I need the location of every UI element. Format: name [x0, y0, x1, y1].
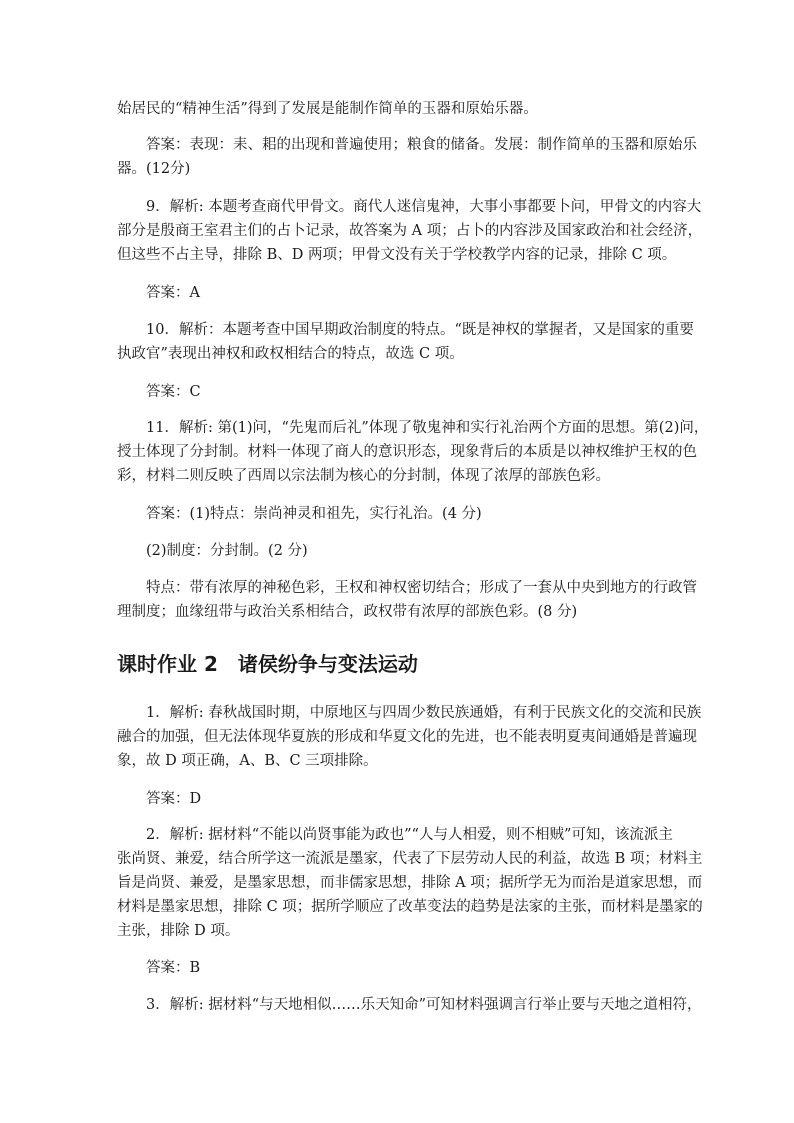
text-line: 授土体现了分封制。材料一体现了商人的意识形态，现象背后的本质是以神权维护王权的色	[117, 444, 697, 460]
explanation-line: 10．解析：本题考查中国早期政治制度的特点。“既是神权的掌握者，又是国家的重要	[146, 322, 694, 338]
answer-line: 答案：表现：耒、耜的出现和普遍使用；粮食的储备。发展：制作简单的玉器和原始乐	[146, 137, 697, 153]
text-line: 但这些不占主导，排除 B、D 两项；甲骨文没有关于学校教学内容的记录，排除 C 项。	[117, 247, 677, 263]
explanation-line: 11．解析: 第(1)问，“先鬼而后礼”体现了敬鬼神和实行礼治两个方面的思想。第(2)问，	[146, 420, 709, 436]
explanation-line: 1．解析: 春秋战国时期，中原地区与四周少数民族通婚，有利于民族文化的交流和民族	[146, 705, 702, 721]
text-line: 融合的加强，但无法体现华夏族的形成和华夏文化的先进，也不能表明夏夷间通婚是普遍现	[117, 729, 697, 745]
text-line: 部分是殷商王室君主们的占卜记录，故答案为 A 项；占卜的内容涉及国家政治和社会经济，	[117, 223, 703, 239]
answer-line: 答案：A	[146, 285, 200, 301]
answer-line: 答案：(1)特点：崇尚神灵和祖先，实行礼治。(4 分)	[146, 506, 482, 522]
text-line: 旨是尚贤、兼爱，是墨家思想，而非儒家思想，排除 A 项；据所学无为而治是道家思想，而	[117, 875, 703, 891]
section-heading: 课时作业 2 诸侯纷争与变法运动	[117, 652, 418, 676]
text-line: 主张，排除 D 项。	[117, 923, 240, 939]
text-line: 器。(12分)	[117, 161, 191, 177]
text-line: 张尚贤、兼爱，结合所学这一流派是墨家，代表了下层劳动人民的利益，故选 B 项；材料主	[117, 851, 703, 867]
text-line: 执政官”表现出神权和政权相结合的特点，故选 C 项。	[117, 346, 464, 362]
answer-line: 答案：D	[146, 791, 202, 807]
answer-line: 答案：C	[146, 384, 201, 400]
explanation-line: 2．解析: 据材料“不能以尚贤事能为政也”“人与人相爱，则不相贼”可知，该流派主	[146, 827, 673, 843]
answer-line: (2)制度：分封制。(2 分)	[146, 543, 308, 559]
text-line: 象，故 D 项正确，A、B、C 三项排除。	[117, 753, 378, 769]
explanation-line: 9．解析: 本题考查商代甲骨文。商代人迷信鬼神，大事小事都要卜问，甲骨文的内容大	[146, 199, 702, 215]
answer-line: 答案：B	[146, 960, 201, 976]
explanation-line: 3．解析: 据材料“与天地相似……乐天知命”可知材料强调言行举止要与天地之道相符，	[146, 997, 702, 1013]
text-line: 理制度；血缘纽带与政治关系相结合，政权带有浓厚的部族色彩。(8 分)	[117, 604, 578, 620]
text-line: 始居民的“精神生活”得到了发展是能制作简单的玉器和原始乐器。	[117, 101, 538, 117]
text-line: 彩，材料二则反映了西周以宗法制为核心的分封制，体现了浓厚的部族色彩。	[117, 468, 610, 484]
answer-line: 特点：带有浓厚的神秘色彩，王权和神权密切结合；形成了一套从中央到地方的行政管	[146, 580, 697, 596]
text-line: 材料是墨家思想，排除 C 项；据所学顺应了改革变法的趋势是法家的主张，而材料是墨家的	[117, 899, 703, 915]
